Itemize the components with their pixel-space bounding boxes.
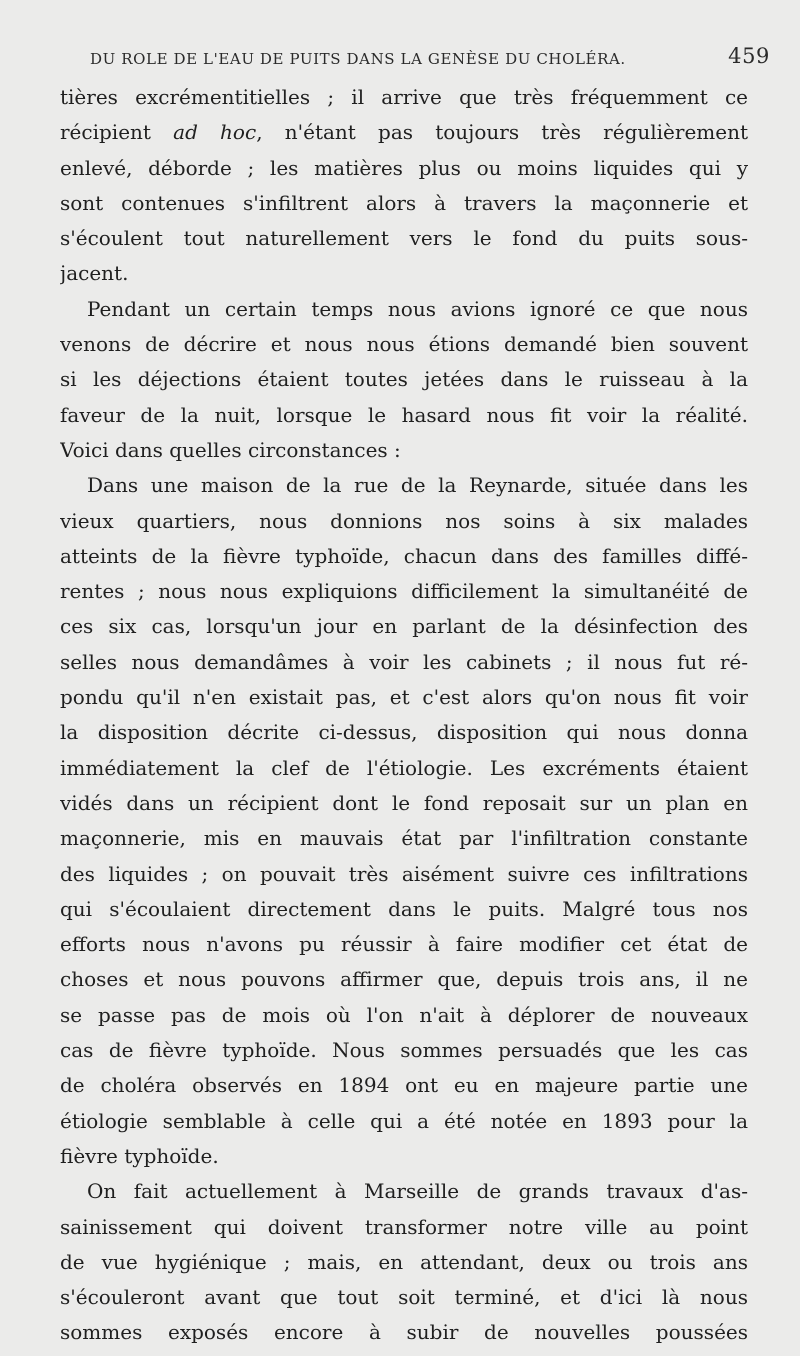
text-line: qui s'écoulaient directement dans le puits. Malgré tous nos [60, 896, 748, 921]
text-line: enlevé, déborde ; les matières plus ou moins liquides qui y [60, 155, 748, 180]
text-line: pondu qu'il n'en existait pas, et c'est alors qu'on nous fit voir [60, 685, 748, 710]
text-line: de choléra observés en 1894 ont eu en majeure partie une [60, 1073, 748, 1098]
running-title: DU ROLE DE L'EAU DE PUITS DANS LA GENÈSE DU CHOLÉRA. [90, 50, 626, 68]
text-line: sommes exposés encore à subir de nouvelles poussées [60, 1320, 748, 1345]
text-line: sont contenues s'infiltrent alors à travers la maçonnerie et [60, 190, 748, 215]
text-line: maçonnerie, mis en mauvais état par l'infiltration constante [60, 826, 748, 851]
italic-term: ad hoc [173, 120, 257, 145]
body-text [60, 80, 748, 1351]
text-line: Voici dans quelles circonstances : [60, 437, 401, 462]
text-line: s'écouleront avant que tout soit terminé, et d'ici là nous [60, 1285, 748, 1310]
text-line: s'écoulent tout naturellement vers le fond du puits sous- [60, 226, 748, 251]
text-line: faveur de la nuit, lorsque le hasard nous fit voir la réalité. [60, 402, 748, 427]
text-line: vidés dans un récipient dont le fond reposait sur un plan en [60, 790, 748, 815]
text-line: jacent. [60, 261, 129, 286]
text-line: venons de décrire et nous nous étions demandé bien souvent [60, 332, 748, 357]
text-line: efforts nous n'avons pu réussir à faire modifier cet état de [60, 932, 748, 957]
text-line: de vue hygiénique ; mais, en attendant, deux ou trois ans [60, 1249, 748, 1274]
text-line: des liquides ; on pouvait très aisément suivre ces infiltrations [60, 861, 748, 886]
text-line: rentes ; nous nous expliquions difficilement la simultanéité de [60, 579, 748, 604]
text-line: tières excrémentitielles ; il arrive que très fréquemment ce [60, 85, 748, 109]
text-line: cas de fièvre typhoïde. Nous sommes persuadés que les cas [60, 1038, 748, 1063]
text-line: fièvre typhoïde. [60, 1143, 219, 1168]
text-line: ces six cas, lorsqu'un jour en parlant de la désinfection des [60, 614, 748, 639]
text-line: atteints de la fièvre typhoïde, chacun dans des familles diffé- [60, 543, 748, 568]
text-line: On fait actuellement à Marseille de grands travaux d'as- [87, 1179, 748, 1204]
text-line: vieux quartiers, nous donnions nos soins à six malades [60, 508, 748, 533]
text-line: si les déjections étaient toutes jetées dans le ruisseau à la [60, 367, 748, 392]
text-line: récipient ad hoc, n'étant pas toujours très régulièrement [60, 120, 748, 145]
text-line: étiologie semblable à celle qui a été notée en 1893 pour la [60, 1108, 748, 1133]
text-line: se passe pas de mois où l'on n'ait à déplorer de nouveaux [60, 1002, 748, 1027]
text-line: la disposition décrite ci-dessus, disposition qui nous donna [60, 720, 748, 745]
text-line: selles nous demandâmes à voir les cabinets ; il nous fut ré- [60, 649, 748, 674]
text-line: immédiatement la clef de l'étiologie. Les excréments étaient [60, 755, 748, 780]
text-line: choses et nous pouvons affirmer que, depuis trois ans, il ne [60, 967, 748, 992]
page-number: 459 [728, 44, 770, 68]
text-line: Pendant un certain temps nous avions ignoré ce que nous [87, 296, 748, 321]
running-header [90, 44, 770, 74]
text-line: Dans une maison de la rue de la Reynarde, située dans les [87, 473, 748, 498]
text-line: sainissement qui doivent transformer notre ville au point [60, 1214, 748, 1239]
